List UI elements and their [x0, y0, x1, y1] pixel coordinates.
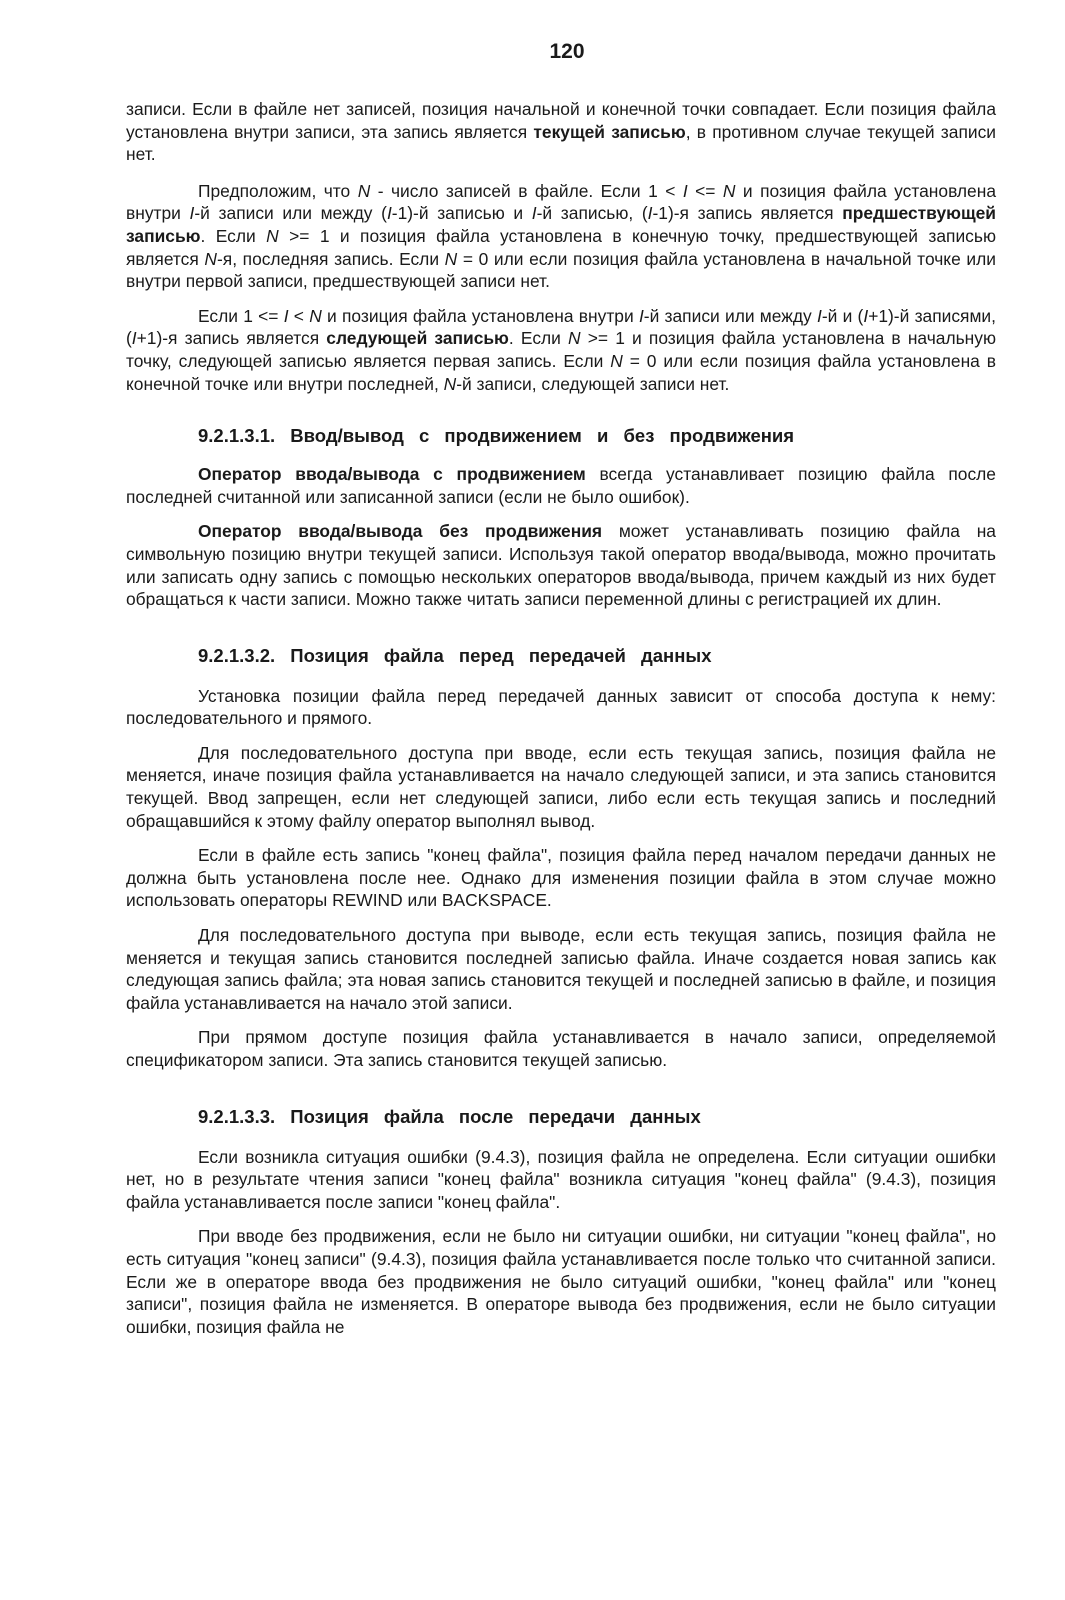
var-i: I: [189, 203, 195, 224]
section-number: 9.2.1.3.3.: [198, 1105, 276, 1127]
var-i: I: [531, 203, 537, 224]
term-advancing-io: Оператор ввода/вывода с продвижением: [198, 464, 586, 485]
section1-paragraph-2: [126, 520, 996, 610]
intro-paragraph-3: [126, 305, 996, 395]
var-n: N: [309, 305, 322, 326]
var-i: I: [682, 180, 688, 201]
var-n: N: [443, 373, 457, 394]
section-title: Ввод/вывод с продвижением и без продвижения: [290, 425, 795, 447]
section2-paragraph-3: Если в файле есть запись "конец файла", позиция файла перед началом передачи данных не должна быть установлена после нее. Однако для изменения позиции файла в этом случае можно использовать операторы REWIND или BACKSPACE.: [126, 845, 996, 911]
text: = 0 или если позиция файла установлена в конечной точке или внутри последней,: [126, 350, 996, 394]
term-current-record: текущей записью: [533, 121, 686, 142]
term-nonadvancing-io: Оператор ввода/вывода без продвижения: [198, 521, 603, 542]
text: -1)-я запись является: [652, 203, 843, 224]
text: >= 1 и позиция файла установлена в начальную точку, следующей записью является первая запись. Если: [126, 328, 996, 371]
text: >= 1 и позиция файла установлена в конечную точку, предшествующей записью является: [126, 225, 996, 269]
text: , в противном случае текущей записи нет.: [126, 121, 996, 165]
section2-paragraph-1: Установка позиции файла перед передачей данных зависит от способа доступа к нему: последовательного и прямого.: [126, 685, 996, 729]
section-heading-9-2-1-3-2: [126, 645, 996, 667]
var-n: N: [722, 180, 736, 201]
text: . Если: [200, 225, 267, 246]
var-i: I: [638, 305, 644, 326]
section-heading-9-2-1-3-3: [126, 1106, 996, 1128]
section3-paragraph-2: При вводе без продвижения, если не было ни ситуации ошибки, ни ситуации "конец файла", но есть ситуация "конец записи" (9.4.3), позиция файла устанавливается после только что считанной записи. Если же в операторе ввода без продвижения не было ситуаций ошибки, "конец файла" или "конец записи", позиция файла не изменяется. В операторе вывода без продвижения, если не было ситуации ошибки, позиция файла не: [126, 1226, 996, 1337]
text: записи. Если в файле нет записей, позиция начальной и конечной точки совпадает. Если позиция файла установлена внутри записи, эта запись является: [126, 99, 996, 142]
var-i: I: [863, 305, 869, 326]
section-number: 9.2.1.3.2.: [198, 644, 276, 666]
text: -я, последняя запись. Если: [216, 248, 445, 269]
text: = 0 или если позиция файла установлена в начальной точке или внутри первой записи, предшествующей записи нет.: [126, 248, 996, 292]
section-title: Позиция файла после передачи данных: [290, 1105, 701, 1127]
var-i: I: [131, 328, 137, 349]
section-title: Позиция файла перед передачей данных: [290, 644, 712, 666]
section2-paragraph-2: Для последовательного доступа при вводе, если есть текущая запись, позиция файла не меняется, иначе позиция файла устанавливается на начало следующей записи, и эта запись становится текущей. Ввод запрещен, если нет следующей записи, либо если есть текущая запись и последний обращавшийся к этому файлу оператор выполнял вывод.: [126, 742, 996, 831]
document-page: [126, 40, 996, 1338]
text: - число записей в файле. Если 1 <: [370, 180, 683, 201]
text: и позиция файла установлена внутри: [126, 180, 997, 224]
section-number: 9.2.1.3.1.: [198, 425, 276, 447]
var-n: N: [444, 248, 458, 269]
text: и позиция файла установлена внутри: [321, 305, 639, 326]
intro-paragraph-1: [126, 98, 996, 166]
section2-paragraph-5: При прямом доступе позиция файла устанавливается в начало записи, определяемой спецификатором записи. Эта запись становится текущей записью.: [126, 1027, 996, 1070]
text: . Если: [508, 328, 569, 349]
term-preceding-record: предшествующей записью: [126, 203, 996, 246]
var-n: N: [357, 180, 371, 201]
text: +1)-я запись является: [136, 328, 327, 349]
var-i: I: [647, 203, 653, 224]
section1-paragraph-1: [126, 463, 996, 508]
var-n: N: [610, 350, 623, 371]
text: <=: [687, 180, 723, 201]
section2-paragraph-4: Для последовательного доступа при выводе, если есть текущая запись, позиция файла не меняется и текущая запись становится последней записью файла. Иначе создается новая запись как следующая запись файла; эта новая запись становится текущей и последней записью в файле, и позиция файла устанавливается на начало этой записи.: [126, 925, 996, 1013]
text: -й записи или между: [643, 305, 817, 326]
var-i: I: [816, 305, 822, 326]
var-n: N: [568, 328, 581, 349]
text: может устанавливать позицию файла на символьную позицию внутри текущей записи. Используя такой оператор ввода/вывода, можно прочитать или записать одну запись с помощью нескольких операторов ввода/вывода, причем каждый из них будет обращаться к части записи. Можно также читать записи переменной длины с регистрацией их длин.: [126, 521, 996, 610]
text: <: [288, 305, 310, 326]
text: -1)-й записью и: [391, 203, 532, 224]
var-n: N: [266, 225, 279, 246]
text: -й и (: [821, 305, 864, 326]
text: -й записью, (: [536, 203, 648, 224]
text: всегда устанавливает позицию файла после последней считанной или записанной записи (если не было ошибок).: [126, 464, 996, 507]
page-number: 120: [549, 40, 585, 63]
term-next-record: следующей записью: [326, 328, 509, 349]
text: +1)-й записями, (: [126, 305, 996, 349]
intro-paragraph-2: [126, 180, 996, 293]
var-i: I: [283, 305, 289, 326]
text: Предположим, что: [198, 180, 358, 201]
text: -й записи или между (: [194, 203, 387, 224]
text: Если 1 <=: [198, 305, 284, 326]
section3-paragraph-1: Если возникла ситуация ошибки (9.4.3), позиция файла не определена. Если ситуации ошибки нет, но в результате чтения записи "конец файла" возникла ситуация "конец файла" (9.4.3), позиция файла устанавливается после записи "конец файла".: [126, 1146, 996, 1212]
var-i: I: [386, 203, 392, 224]
text: -й записи, следующей записи нет.: [456, 373, 730, 394]
section-heading-9-2-1-3-1: [126, 425, 996, 447]
var-n: N: [204, 248, 217, 269]
